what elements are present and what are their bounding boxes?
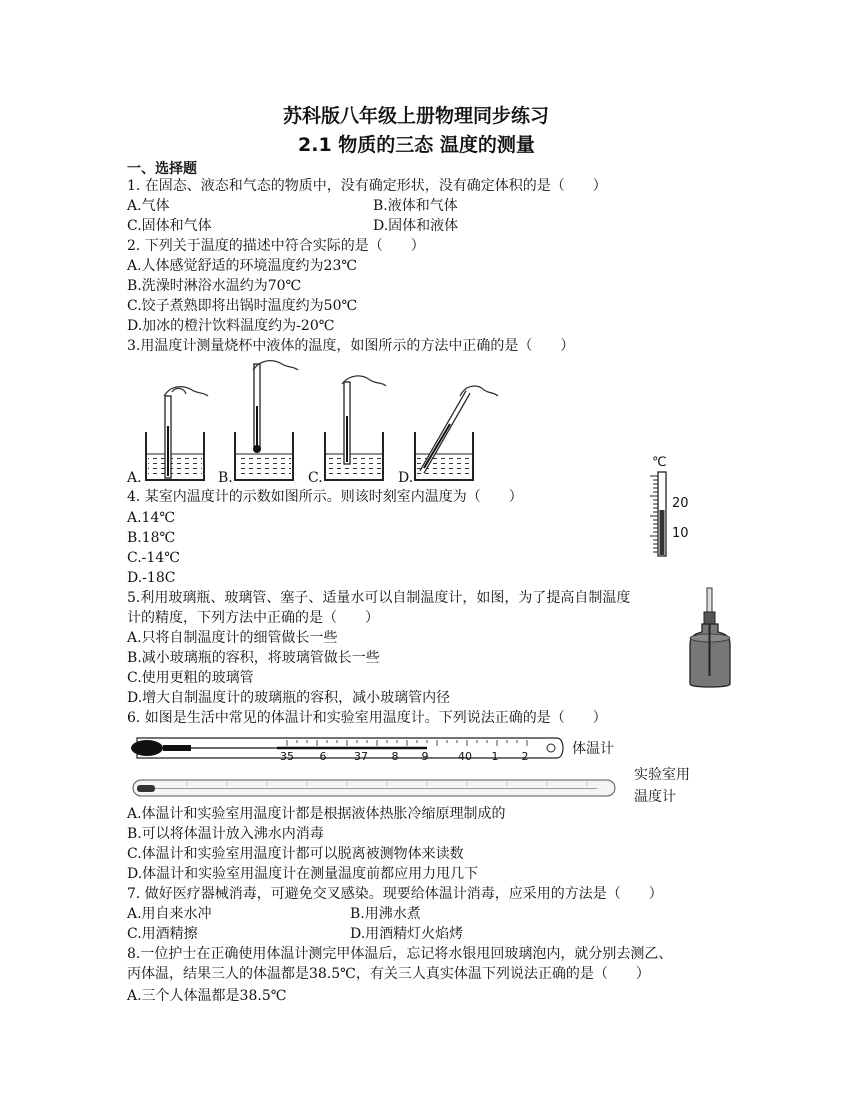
q6-option-a: A.体温计和实验室用温度计都是根据液体热胀冷缩原理制成的 [127,806,506,822]
q2-option-a: A.人体感觉舒适的环境温度约为23℃ [127,258,358,274]
lab-thermometer-label-line2: 温度计 [634,789,676,805]
q5-option-b: B.减小玻璃瓶的容积，将玻璃管做长一些 [127,650,380,666]
q1-option-c: C.固体和气体 [127,218,212,234]
page-title: 苏科版八年级上册物理同步练习 [283,105,550,127]
q3-label-a: A. [127,470,142,486]
q7-option-b: B.用沸水煮 [350,906,421,922]
q7-stem: 7. 做好医疗器械消毒，可避免交叉感染。现要给体温计消毒，应采用的方法是（ ） [127,886,663,902]
q2-option-d: D.加冰的橙汁饮料温度约为-20℃ [127,318,335,334]
beaker-c [325,376,386,480]
q4-stem: 4. 某室内温度计的示数如图所示。则该时刻室内温度为（ ） [127,489,523,505]
clinical-thermometer-label: 体温计 [572,741,614,757]
q5-stem-line2: 计的精度，下列方法中正确的是（ ） [127,610,379,626]
q6-option-b: B.可以将体温计放入沸水内消毒 [127,826,324,842]
q5-option-c: C.使用更粗的玻璃管 [127,670,254,686]
scale-label: 9 [421,750,429,763]
beaker-d [415,386,498,480]
q4-option-c: C.-14℃ [127,550,180,566]
scale-label: 8 [391,750,399,763]
q1-option-d: D.固体和液体 [373,218,459,234]
scale-label: 37 [354,750,368,763]
q3-label-d: D. [398,470,414,486]
q4-tick-10: 10 [672,526,689,541]
section-heading: 一、选择题 [127,161,197,177]
q6-option-c: C.体温计和实验室用温度计都可以脱离被测物体来读数 [127,846,464,862]
q5-bottle-figure [685,586,735,692]
page-subtitle: 2.1 物质的三态 温度的测量 [298,134,535,156]
q5-stem-line1: 5.利用玻璃瓶、玻璃管、塞子、适量水可以自制温度计，如图，为了提高自制温度 [127,590,631,606]
q5-option-a: A.只将自制温度计的细管做长一些 [127,630,338,646]
q3-stem: 3.用温度计测量烧杯中液体的温度，如图所示的方法中正确的是（ ） [127,338,575,354]
q8-stem-line1: 8.一位护士在正确使用体温计测完甲体温后，忘记将水银甩回玻璃泡内，就分别去测乙、 [127,946,673,962]
q6-option-d: D.体温计和实验室用温度计在测量温度前都应用力甩几下 [127,866,479,882]
q6-stem: 6. 如图是生活中常见的体温计和实验室用温度计。下列说法正确的是（ ） [127,710,607,726]
q3-beaker-figure [120,356,500,486]
beaker-b [235,361,298,480]
q4-unit-label: ℃ [652,455,667,470]
scale-label: 35 [280,750,294,763]
q5-option-d: D.增大自制温度计的玻璃瓶的容积，减小玻璃管内径 [127,690,451,706]
scale-label: 1 [491,750,499,763]
q4-thermometer-figure [640,450,710,560]
scale-label: 6 [319,750,327,763]
q3-label-c: C. [308,470,323,486]
q4-option-d: D.-18C [127,570,176,586]
q4-option-a: A.14℃ [127,510,176,526]
q2-option-c: C.饺子煮熟即将出锅时温度约为50℃ [127,298,358,314]
q8-option-a: A.三个人体温都是38.5℃ [127,988,287,1004]
q2-stem: 2. 下列关于温度的描述中符合实际的是（ ） [127,238,425,254]
q4-tick-20: 20 [672,496,689,511]
beaker-a [146,387,208,480]
scale-label: 40 [458,750,472,763]
scale-label: 2 [521,750,529,763]
q7-option-c: C.用酒精擦 [127,926,198,942]
lab-thermometer-label-line1: 实验室用 [634,767,690,783]
q8-stem-line2: 丙体温，结果三人的体温都是38.5℃，有关三人真实体温下列说法正确的是（ ） [127,966,650,982]
q3-label-b: B. [218,470,233,486]
q1-option-a: A.气体 [127,198,170,214]
q1-option-b: B.液体和气体 [373,198,458,214]
q7-option-a: A.用自来水冲 [127,906,212,922]
q7-option-d: D.用酒精灯火焰烤 [350,926,464,942]
q2-option-b: B.洗澡时淋浴水温约为70℃ [127,278,302,294]
q1-stem: 1. 在固态、液态和气态的物质中，没有确定形状，没有确定体积的是（ ） [127,178,607,194]
clinical-thermometer [127,730,567,766]
lab-thermometer [127,774,627,802]
q4-option-b: B.18℃ [127,530,176,546]
